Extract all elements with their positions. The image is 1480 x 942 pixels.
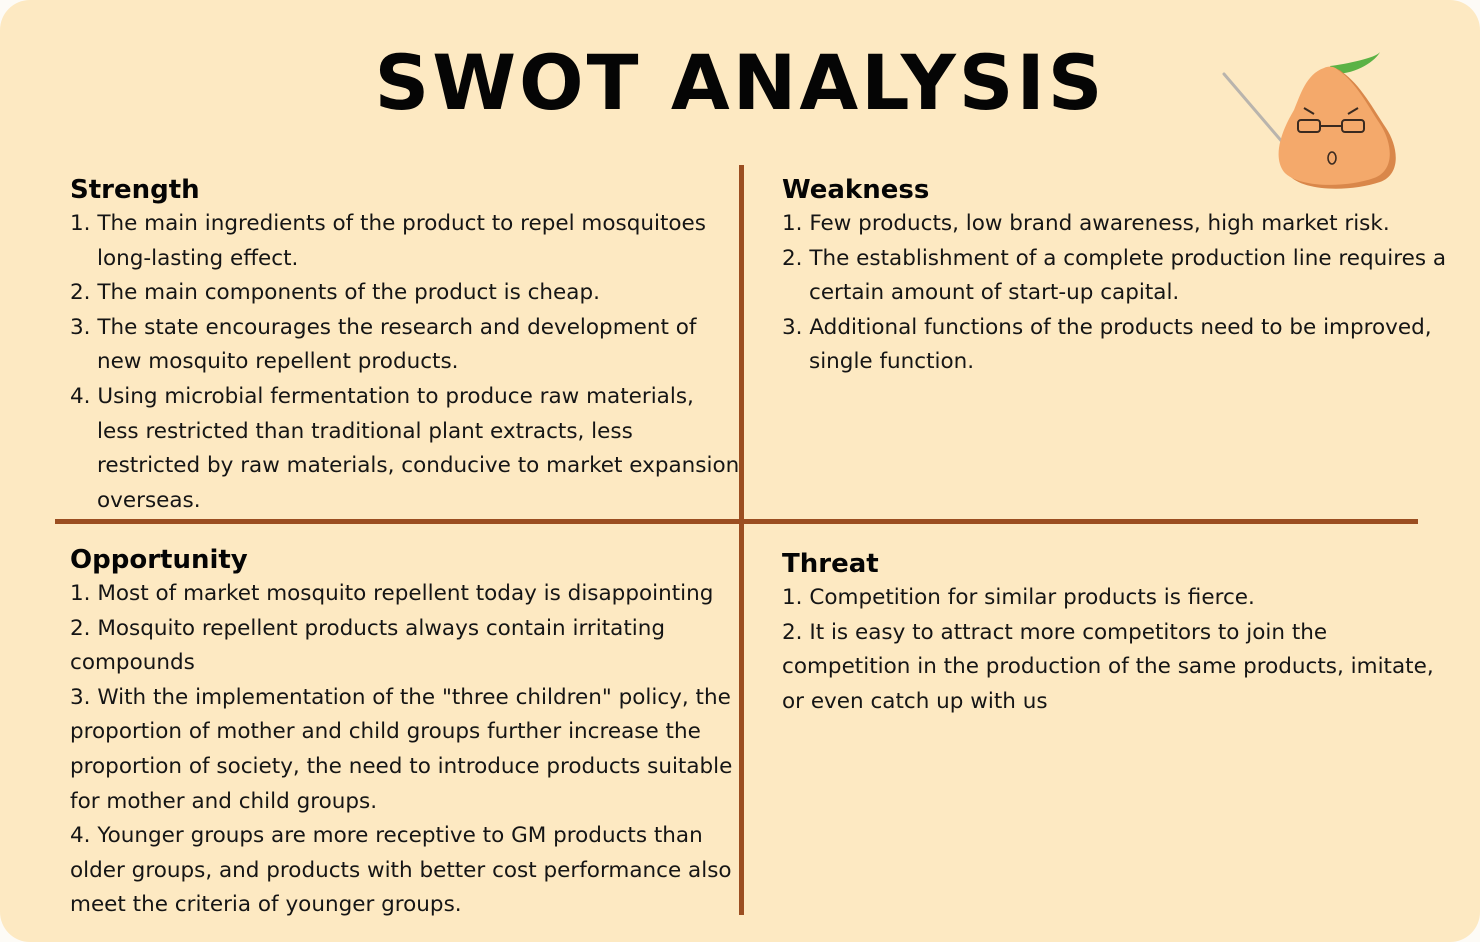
opportunity-list <box>70 577 735 923</box>
list-item: 2. Mosquito repellent products always contain irritating compounds <box>70 615 666 676</box>
list-item: 4. Using microbial fermentation to produce raw materials, less restricted than traditional plant extracts, less restricted by raw materials, conducive to market expansion overseas. <box>70 383 740 513</box>
list-item: 3. With the implementation of the "three children" policy, the proportion of mother and child groups further increase the proportion of society, the need to introduce products suitable for mother and child groups. <box>70 684 733 814</box>
list-item: 2. The establishment of a complete production line requires a certain amount of start-up capital. <box>782 245 1447 306</box>
list-item: 3. Additional functions of the products need to be improved, single function. <box>782 314 1432 375</box>
list-item: 1. Few products, low brand awareness, high market risk. <box>782 211 1390 236</box>
list-item: 1. Competition for similar products is fierce. <box>782 585 1255 610</box>
threat-heading: Threat <box>782 549 879 579</box>
threat-list <box>782 581 1447 719</box>
page-title: SWOT ANALYSIS <box>374 38 1106 127</box>
list-item: 2. The main components of the product is cheap. <box>70 280 600 306</box>
strength-heading: Strength <box>70 175 200 205</box>
opportunity-quadrant <box>70 543 735 923</box>
list-item: 3. The state encourages the research and development of new mosquito repellent products. <box>70 314 697 375</box>
pointer-stick <box>1224 74 1284 144</box>
horizontal-divider <box>55 519 1418 524</box>
opportunity-heading: Opportunity <box>70 545 248 575</box>
threat-quadrant <box>782 547 1447 719</box>
strength-list <box>70 207 740 518</box>
list-item: 2. It is easy to attract more competitors to join the competition in the production of the same products, imitate, or even catch up with us <box>782 619 1434 714</box>
list-item: 1. Most of market mosquito repellent today is disappointing <box>70 581 714 606</box>
weakness-list <box>782 207 1447 380</box>
list-item: 4. Younger groups are more receptive to GM products than older groups, and products with better cost performance also meet the criteria of younger groups. <box>70 823 732 918</box>
list-item: 1. The main ingredients of the product to repel mosquitoes long-lasting effect. <box>70 211 706 271</box>
weakness-quadrant <box>782 173 1447 380</box>
strength-quadrant <box>70 173 740 518</box>
weakness-heading: Weakness <box>782 175 930 205</box>
